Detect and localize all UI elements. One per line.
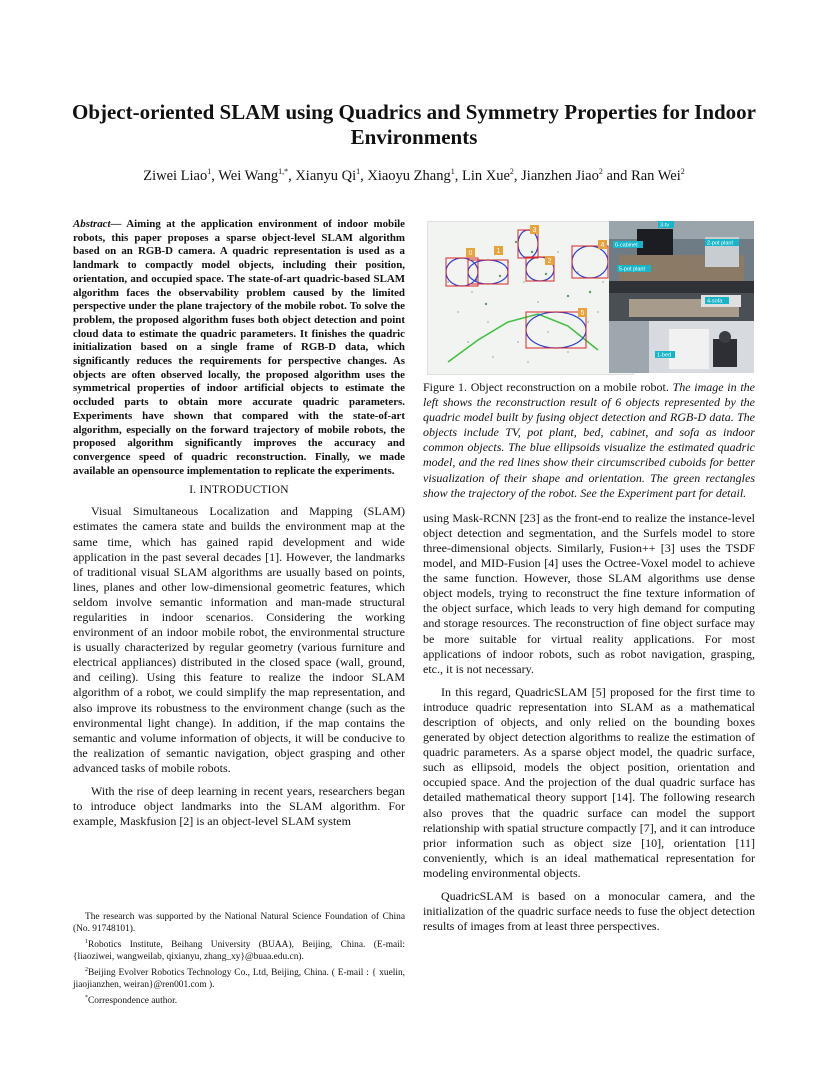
footnote-affiliation-1-text: Robotics Institute, Beihang University (BUAA), Beijing, China. (E-mail: {liaoziwei, wangweilab, qixianyu, zhang_xy}@buaa.edu.cn). — [73, 939, 405, 963]
footnote-correspondence-marker: * — [85, 994, 88, 1001]
label-obj2: 2 — [547, 258, 552, 265]
figure-1 — [423, 221, 755, 373]
footnote-correspondence-text: Correspondence author. — [88, 995, 178, 1006]
label-obj4: 4 — [600, 242, 605, 249]
author-list: Ziwei Liao$^1$, Wei Wang$^{1,*}$, Xianyu Qi$^1$, Xiaoyu Zhang$^1$, Lin Xue$^2$, Jianzhen Jiao$^2$ and Ran Wei$^2$ — [143, 167, 685, 184]
author-name: Ziwei Liao — [143, 167, 208, 184]
tag-sofa: 4-sofa — [707, 298, 723, 305]
reconstruction-render — [428, 222, 633, 374]
tag-tv: 3-tv — [660, 222, 670, 229]
caption-lead: Figure 1. Object reconstruction on a mobile robot. — [423, 380, 669, 394]
footnote-affiliation-1-marker: 1 — [85, 938, 88, 945]
label-obj1: 1 — [496, 248, 501, 255]
left-column — [73, 218, 405, 837]
label-obj5: 5 — [580, 310, 585, 317]
footnote-funding: The research was supported by the National Natural Science Foundation of China (No. 91748101). — [73, 912, 405, 935]
label-obj0: 0 — [468, 250, 473, 257]
figure-reconstruction-image — [427, 221, 634, 375]
abstract — [73, 218, 405, 478]
author-affiliation-marker: 2 — [680, 167, 685, 176]
author-affiliation-marker: 1 — [356, 167, 361, 176]
right-paragraph-3: QuadricSLAM is based on a monocular camera, and the initialization of the quadric surface needs to fuse the object detection results of images from at least three perspectives. — [423, 889, 755, 934]
figure-camera-images — [609, 221, 754, 373]
paper-title: Object-oriented SLAM using Quadrics and Symmetry Properties for Indoor Environments — [71, 100, 757, 149]
author-name: Ran Wei — [631, 167, 681, 184]
section-heading-introduction: I. INTRODUCTION — [189, 484, 289, 497]
tag-bed: 1-bed — [657, 352, 672, 359]
abstract-label: Abstract — [73, 218, 111, 230]
author-name: Xianyu Qi — [295, 167, 357, 184]
footnote-affiliation-2 — [73, 964, 405, 992]
right-column — [423, 218, 755, 942]
author-affiliation-marker: 2 — [509, 167, 514, 176]
tag-cabinet: 0-cabinet — [615, 242, 638, 249]
footnote-affiliation-2-marker: 2 — [85, 966, 88, 973]
right-paragraph-1: using Mask-RCNN [23] as the front-end to realize the instance-level object detection and segmentation, and the Surfels model to store three-dimensional objects. Similarly, Fusion++ [3] uses the TSDF model, and MID-Fusion [4] uses the Octree-Voxel model to achieve the same function. However, those SLAM algorithms use dense object models, trying to reconstruct the fine texture information of the object surface, which leads to very high demand for computing and storage resources. The reconstruction of fine object surface may be more suitable for virtual reality applications. For most applications of indoor robots, such as robot navigation, grasping, etc., it is not necessary. — [423, 510, 755, 676]
tag-plant: 5-pot plant — [619, 266, 645, 273]
label-obj3: 3 — [532, 227, 537, 234]
right-paragraph-2: In this regard, QuadricSLAM [5] proposed for the first time to introduce quadric representation into SLAM as a mathematical description of objects, and only relied on the bounding boxes generated by object detection algorithms to realize the estimation of quadric parameters. As a sparse object model, the quadric surface, such as ellipsoid, models the object position, orientation and occupied space. And the projection of the dual quadric surface has detailed mathematical theory support [14]. The following research also proves that the quadric surface can model the support relationship with spatial structure compactly [7], and it can introduce prior information such as object size [10], orientation [11] conveniently, which is an ideal mathematical representation for modeling environmental objects. — [423, 684, 755, 880]
figure-caption — [423, 380, 755, 501]
footnote-affiliation-2-text: Beijing Evolver Robotics Technology Co., Ltd, Beijing, China. ( E-mail : { xuelin, jiaojianzhen, weiran}@ren001.com ). — [73, 967, 405, 991]
author-name: Lin Xue — [461, 167, 510, 184]
intro-paragraph-2: With the rise of deep learning in recent years, researchers began to introduce object landmarks into the SLAM algorithm. For example, Maskfusion [2] is an object-level SLAM system — [73, 784, 405, 829]
author-affiliation-marker: 1,* — [278, 167, 289, 176]
caption-body: The image in the left shows the reconstruction result of 6 objects represented by the quadric model built by fusing object detection and RGB-D data. The objects include TV, pot plant, bed, cabinet, and sofa as indoor common objects. The blue ellipsoids visualize the estimated quadric model, and the red lines show their circumscribed cuboids for better visualization of their shape and orientation. The green rectangles show the trajectory of the robot. See the Experiment part for detail. — [423, 380, 755, 500]
intro-paragraph-1: Visual Simultaneous Localization and Mapping (SLAM) estimates the camera state and builds the environment map at the same time, which has gained rapid development and wide application in the past several decades [1]. However, the landmarks of traditional visual SLAM algorithms are usually based on points, lines, planes and other low-dimensional geometric features, which seldom involve semantic information and man-made structural regularities in indoor scenarios. Considering the working environment of an indoor mobile robot, the environmental structure is usually characterized by regular geometry (various furniture and electrical appliances) distributed in the closed space (wall, ground, and ceiling). Using this feature to realize the indoor SLAM algorithm of a robot, we could simplify the map representation, and also improve its robustness to the environment change (such as the environmental light change). In addition, if the map contains the semantic and volume information of objects, it will be conducive to the realization of semantic navigation, object grasping and other advanced tasks of mobile robots. — [73, 504, 405, 775]
author-name: Jianzhen Jiao — [521, 167, 599, 184]
camera-views — [609, 221, 754, 373]
author-affiliation-marker: 1 — [207, 167, 212, 176]
author-affiliation-marker: 1 — [450, 167, 455, 176]
author-affiliation-marker: 2 — [598, 167, 603, 176]
footnote-affiliation-1 — [73, 936, 405, 964]
author-name: Xiaoyu Zhang — [367, 167, 451, 184]
footnote-correspondence — [73, 992, 405, 1008]
footnotes — [73, 911, 405, 1007]
abstract-text: — Aiming at the application environment of indoor mobile robots, this paper proposes a sparse object-level SLAM algorithm based on an RGB-D camera. A quadric representation is used as a landmark to compactly model objects, including their position, orientation, and occupied space. The state-of-art quadric-based SLAM algorithm faces the observability problem caused by the limited perspective under the plane trajectory of the mobile robot. To solve the problem, the proposed algorithm fuses both object detection and point cloud data to estimate the quadric parameters. It finishes the quadric initialization based on a single frame of RGB-D data, which significantly reduces the requirements for perspective changes. As objects are often observed locally, the proposed algorithm uses the symmetrical properties of indoor artificial objects to estimate the occluded parts to obtain more accurate quadric parameters. Experiments have shown that compared with the state-of-art algorithm, especially on the forward trajectory of mobile robots, the proposed algorithm significantly improves the accuracy and convergence speed of quadric reconstruction. Finally, we made available an opensource implementation to replicate the experiments. — [73, 218, 405, 477]
tag-plant2: 2-pot plant — [707, 240, 733, 247]
author-name: Wei Wang — [218, 167, 279, 184]
